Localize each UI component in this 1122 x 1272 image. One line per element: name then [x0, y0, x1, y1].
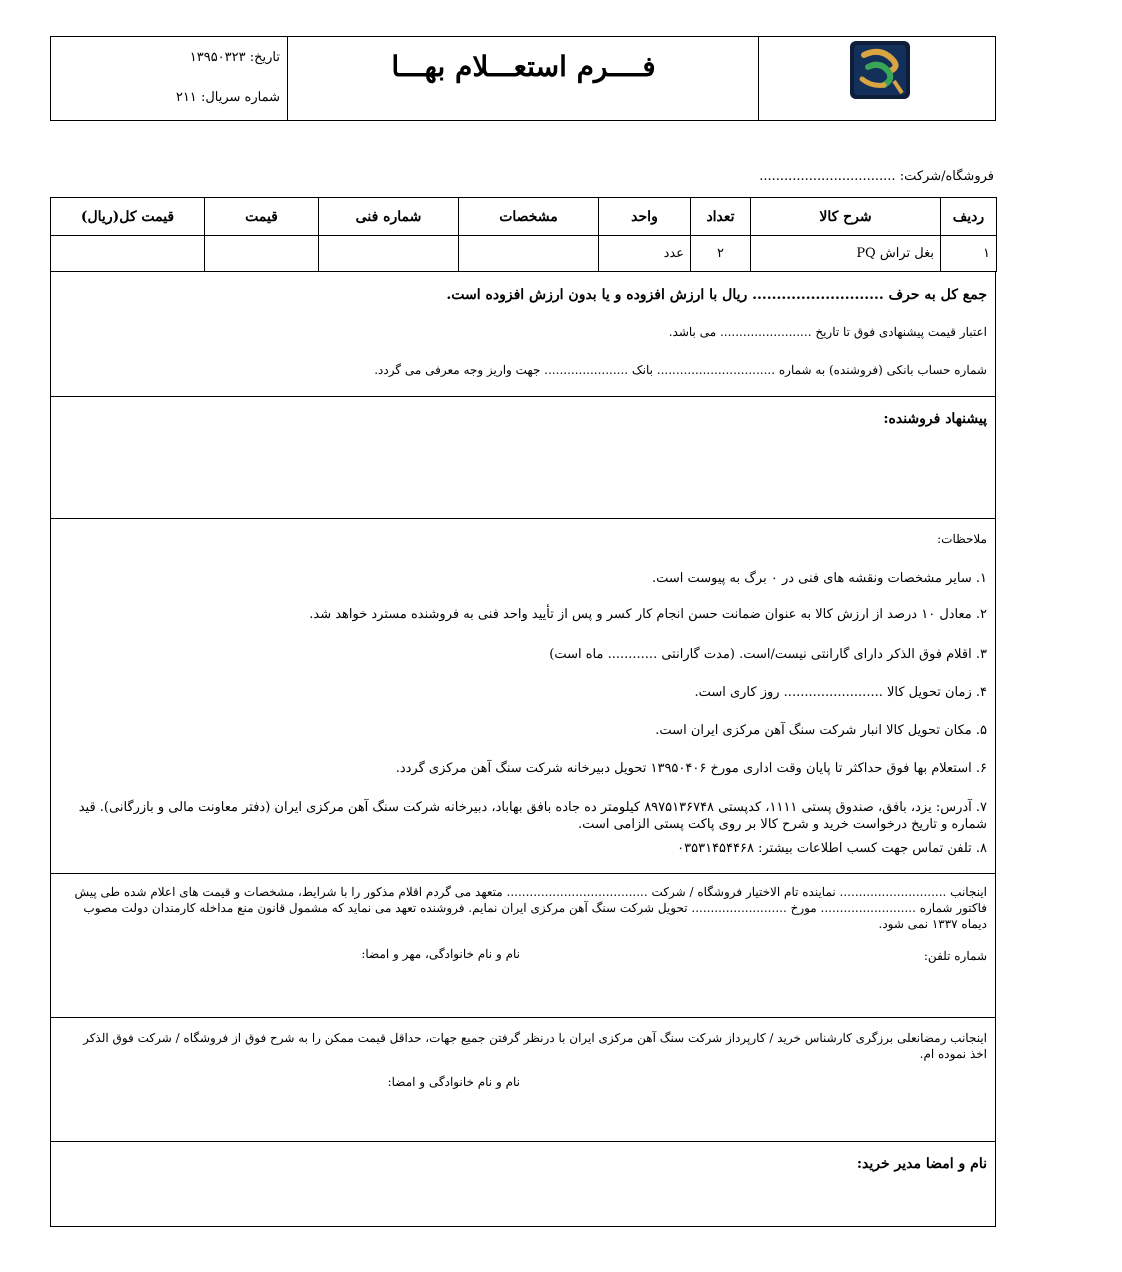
date-label: تاریخ: — [249, 50, 280, 65]
expert-box — [50, 1017, 996, 1142]
note-item-3: ۳. اقلام فوق الذکر دارای گارانتی نیست/است. (مدت گارانتی ............ ماه است) — [549, 647, 987, 662]
commitment-text: اینجانب ............................ نماینده تام الاختیار فروشگاه / شرکت ..................................... متعهد می گردم اقلام مذکور را با شرایط، مشخصات و قیمت های اعلام شده طی پیش فاکتور شماره ......................... مورخ ......................... تحویل شرکت سنگ آهن مرکزی ایران نمایم. فروشنده تعهد می نماید که مشمول قانون منع مداخله کارمندان دولت مصوب دیماه ۱۳۳۷ نمی شود. — [74, 885, 987, 931]
company-logo-icon — [850, 41, 910, 99]
items-table — [50, 197, 997, 272]
cell-total-price — [51, 236, 205, 272]
cell-specs — [459, 236, 599, 272]
expert-text: اینجانب رمضانعلی برزگری کارشناس خرید / کارپرداز شرکت سنگ آهن مرکزی ایران با درنظر گرفتن جمیع جهات، حداقل قیمت ممکن را به شرح فوق از فروشگاه / شرکت فوق الذکر اخذ نموده ام. — [83, 1031, 987, 1061]
col-header-description: شرح کالا — [751, 198, 941, 236]
seller-offer-label: پیشنهاد فروشنده: — [883, 411, 987, 427]
note-item-6: ۶. استعلام بها فوق حداکثر تا پایان وقت اداری مورخ ۱۳۹۵۰۴۰۶ تحویل دبیرخانه شرکت سنگ آهن مرکزی گردد. — [395, 761, 987, 776]
form-title: فــــرم استعـــلام بهـــا — [391, 50, 656, 83]
shop-dots: ................................. — [759, 169, 896, 184]
seller-signature-label: نام و نام خانوادگی، مهر و امضا: — [361, 947, 520, 961]
serial-value: ۲۱۱ — [175, 90, 197, 105]
cell-description: بغل تراش PQ — [751, 236, 941, 272]
serial-line — [176, 89, 280, 106]
cell-unit: عدد — [599, 236, 691, 272]
col-header-specs: مشخصات — [459, 198, 599, 236]
col-header-unit: واحد — [599, 198, 691, 236]
note-item-2: ۲. معادل ۱۰ درصد از ارزش کالا به عنوان ضمانت حسن انجام کار کسر و پس از تأیید واحد فنی به فروشنده مسترد خواهد شد. — [309, 607, 987, 622]
note-item-8: ۸. تلفن تماس جهت کسب اطلاعات بیشتر: ۰۳۵۳۱۴۵۴۴۶۸ — [677, 841, 987, 856]
col-header-quantity: تعداد — [691, 198, 751, 236]
total-in-words: جمع کل به حرف ........................... ریال با ارزش افزوده و یا بدون ارزش افزوده است. — [446, 287, 987, 303]
col-header-part-number: شماره فنی — [319, 198, 459, 236]
note-item-7: ۷. آدرس: یزد، بافق، صندوق پستی ۱۱۱۱، کدپستی ۸۹۷۵۱۳۶۷۴۸ کیلومتر ده جاده بافق بهاباد، دبیرخانه شرکت سنگ آهن مرکزی ایران (دفتر معاونت مالی و بازرگانی). قید شماره و تاریخ درخواست خرید و شرح کالا بر روی پاکت پستی الزامی است. — [78, 800, 987, 832]
cell-quantity: ۲ — [691, 236, 751, 272]
date-line — [190, 49, 280, 66]
seller-offer-box — [50, 396, 996, 519]
header-box — [50, 36, 996, 121]
table-header-row — [51, 198, 997, 236]
manager-box — [50, 1141, 996, 1227]
cell-price — [205, 236, 319, 272]
note-item-5: ۵. مکان تحویل کالا انبار شرکت سنگ آهن مرکزی ایران است. — [655, 723, 987, 738]
shop-line — [759, 168, 994, 185]
col-header-row-number: ردیف — [941, 198, 997, 236]
table-row — [51, 236, 997, 272]
date-value: ۱۳۹۵۰۳۲۳ — [189, 50, 246, 65]
shop-label: فروشگاه/شرکت: — [899, 169, 994, 184]
phone-label: شماره تلفن: — [923, 949, 987, 963]
totals-box — [50, 271, 996, 397]
notes-title: ملاحظات: — [937, 532, 987, 546]
manager-signature-label: نام و امضا مدیر خرید: — [856, 1156, 987, 1172]
note-item-4: ۴. زمان تحویل کالا ........................ روز کاری است. — [694, 685, 987, 700]
expert-signature-label: نام و نام خانوادگی و امضا: — [387, 1075, 520, 1089]
commitment-box — [50, 873, 996, 1018]
bank-account: شماره حساب بانکی (فروشنده) به شماره ............................... بانک ...................... جهت واریز وجه معرفی می گردد. — [374, 363, 987, 377]
note-item-1: ۱. سایر مشخصات ونقشه های فنی در ۰ برگ به پیوست است. — [651, 571, 987, 586]
price-validity: اعتبار قیمت پیشنهادی فوق تا تاریخ ........................ می باشد. — [668, 325, 987, 339]
cell-part-number — [319, 236, 459, 272]
col-header-price: قیمت — [205, 198, 319, 236]
serial-label: شماره سریال: — [200, 90, 280, 105]
cell-row-number: ۱ — [941, 236, 997, 272]
col-header-total-price: قیمت کل(ریال) — [51, 198, 205, 236]
